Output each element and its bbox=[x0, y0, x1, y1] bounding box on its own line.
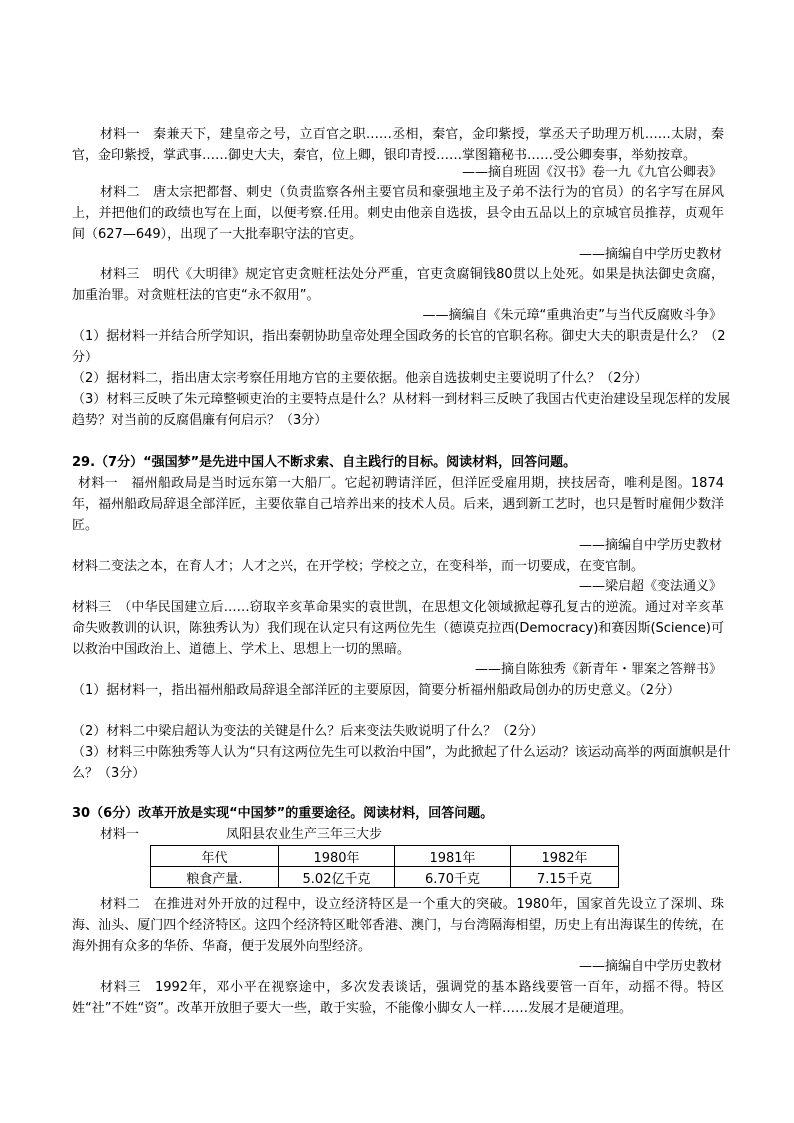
s28-question-1: （1）据材料一并结合所学知识，指出秦朝协助皇帝处理全国政务的长官的官职名称。御史大夫的职责是什么？（2分） bbox=[72, 329, 726, 365]
table-row bbox=[151, 867, 619, 888]
s29-material-2-source: ——梁启超《变法通义》 bbox=[578, 579, 722, 594]
table-cell: 5.02亿千克 bbox=[279, 867, 395, 888]
s29-question-1: （1）据材料一，指出福州船政局辞退全部洋匠的主要原因，简要分析福州船政局创办的历史意义。（2分） bbox=[72, 683, 681, 698]
s28-material-1-source: ——摘自班固《汉书》卷一九《九官公卿表》 bbox=[461, 165, 722, 180]
s29-material-2: 材料二变法之本，在育人才；人才之兴，在开学校；学校之立，在变科举，而一切要成，在变官制。 bbox=[72, 559, 645, 574]
s28-question-2: （2）据材料二，指出唐太宗考察任用地方官的主要依据。他亲自选拔刺史主要说明了什么？（2分） bbox=[72, 371, 648, 386]
s30-grain-table bbox=[150, 845, 619, 888]
s28-question-3: （3）材料三反映了朱元璋整顿吏治的主要特点是什么？从材料一到材料三反映了我国古代吏治建设呈现怎样的发展趋势？对当前的反腐倡廉有何启示？（3分） bbox=[72, 392, 731, 428]
s30-table-title: 凤阳县农业生产三年三大步 bbox=[226, 827, 383, 842]
s28-material-1: 材料一 秦兼天下，建皇帝之号，立百官之职……丞相，秦官，金印紫授，掌丞天子助理万机……太尉，秦官，金印紫授，掌武事……御史大夫，秦官，位上卿，银印青授……掌图籍秘书……受公卿奏事，举劾按章。 bbox=[72, 127, 724, 163]
s29-material-1: 材料一 福州船政局是当时远东第一大船厂。它起初聘请洋匠，但洋匠受雇用期，挟技居奇，唯利是图。1874年，福州船政局辞退全部洋匠，主要依靠自己培养出来的技术人员。后来，遇到新工艺时，也只是暂时雇佣少数洋匠。 bbox=[72, 476, 724, 533]
s29-heading: 29.（7分）“强国梦”是先进中国人不断求索、自主践行的目标。阅读材料，回答问题。 bbox=[72, 455, 577, 470]
s29-question-3: （3）材料三中陈独秀等人认为“只有这两位先生可以救治中国”，为此掀起了什么运动？该运动高举的两面旗帜是什么？（3分） bbox=[72, 745, 731, 781]
table-cell: 7.15千克 bbox=[511, 867, 619, 888]
s29-material-3: 材料三 （中华民国建立后……窃取辛亥革命果实的袁世凯，在思想文化领域掀起尊孔复古的逆流。通过对辛亥革命失败教训的认识，陈独秀认为）我们现在认定只有这两位先生（德谟克拉西(Democracy)和赛因斯(Science)可以救治中国政治上、道德上、学术上、思想上一切的黑暗。 bbox=[72, 600, 724, 657]
s30-heading: 30（6分）改革开放是实现“中国梦”的重要途径。阅读材料，回答问题。 bbox=[72, 806, 494, 821]
table-header-cell: 1980年 bbox=[279, 846, 395, 867]
table-header-cell: 年代 bbox=[151, 846, 279, 867]
table-cell: 粮食产量. bbox=[151, 867, 279, 888]
s29-material-3-source: ——摘自陈独秀《新青年・罪案之答辩书》 bbox=[474, 662, 722, 677]
s30-material-1-label: 材料一 bbox=[100, 827, 140, 842]
s30-material-2: 材料二 在推进对外开放的过程中，设立经济特区是一个重大的突破。1980年，国家首先设立了深圳、珠海、汕头、厦门四个经济特区。这四个经济特区毗邻香港、澳门，与台湾隔海相望，历史上有出海谋生的传统，在海外拥有众多的华侨、华裔，便于发展外向型经济。 bbox=[72, 897, 724, 954]
s28-material-2-source: ——摘编自中学历史教材 bbox=[578, 247, 722, 262]
s29-material-1-source: ——摘编自中学历史教材 bbox=[578, 538, 722, 553]
table-cell: 6.70千克 bbox=[395, 867, 511, 888]
s28-material-2: 材料二 唐太宗把都督、刺史（负责监察各州主要官员和豪强地主及子弟不法行为的官员）的名字写在屏风上，并把他们的政绩也写在上面，以便考察.任用。刺史由他亲自选拔，县令由五品以上的京城官员推荐，贞观年间（627—649），出现了一大批奉职守法的官吏。 bbox=[72, 185, 724, 242]
s29-question-2: （2）材料二中梁启超认为变法的关键是什么？后来变法失败说明了什么？（2分） bbox=[72, 724, 544, 739]
table-row bbox=[151, 846, 619, 867]
s28-material-3-source: ——摘编自《朱元璋“重典治吏”与当代反腐败斗争》 bbox=[422, 308, 722, 323]
s30-material-2-source: ——摘编自中学历史教材 bbox=[578, 959, 722, 974]
s28-material-3: 材料三 明代《大明律》规定官吏贪赃枉法处分严重，官吏贪腐铜钱80贯以上处死。如果是执法御史贪腐，加重治罪。对贪赃枉法的官吏“永不叙用”。 bbox=[72, 267, 724, 303]
s30-material-1-caption bbox=[100, 824, 382, 845]
table-header-cell: 1981年 bbox=[395, 846, 511, 867]
s30-material-3: 材料三 1992年，邓小平在视察途中，多次发表谈话，强调党的基本路线要管一百年，动摇不得。特区姓“社”不姓“资”。改革开放胆子要大一些，敢于实验，不能像小脚女人一样……发展才是硬道理。 bbox=[72, 980, 724, 1016]
table-header-cell: 1982年 bbox=[511, 846, 619, 867]
